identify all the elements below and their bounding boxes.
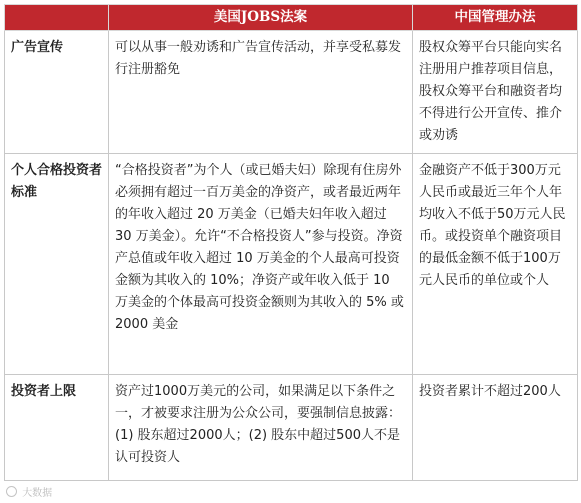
cell-cn-investor-limit: 投资者累计不超过200人 bbox=[413, 375, 578, 481]
table-row-qualified-investor bbox=[5, 154, 578, 375]
header-corner-cell bbox=[5, 5, 109, 31]
circle-logo-icon bbox=[6, 486, 17, 497]
comparison-table bbox=[4, 4, 578, 481]
header-us-jobs-act: 美国JOBS法案 bbox=[109, 5, 413, 31]
table-row-advertising bbox=[5, 31, 578, 154]
watermark bbox=[6, 484, 52, 499]
comparison-table-container bbox=[4, 4, 577, 481]
cell-us-investor-limit: 资产过1000万美元的公司，如果满足以下条件之一，才被要求注册为公众公司，要强制信息披露：(1) 股东超过2000人；(2) 股东中超过500人不是认可投资人 bbox=[109, 375, 413, 481]
cell-us-advertising: 可以从事一般劝诱和广告宣传活动，并享受私募发行注册豁免 bbox=[109, 31, 413, 154]
row-label-advertising: 广告宣传 bbox=[5, 31, 109, 154]
cell-cn-qualified-investor: 金融资产不低于300万元人民币或最近三年个人年均收入不低于50万元人民币。或投资单个融资项目的最低金额不低于100万元人民币的单位或个人 bbox=[413, 154, 578, 375]
row-label-investor-limit: 投资者上限 bbox=[5, 375, 109, 481]
watermark-text: 大数据 bbox=[22, 488, 53, 499]
header-row bbox=[5, 5, 578, 31]
cell-cn-advertising: 股权众筹平台只能向实名注册用户推荐项目信息，股权众筹平台和融资者均不得进行公开宣传、推介或劝诱 bbox=[413, 31, 578, 154]
header-china-measures: 中国管理办法 bbox=[413, 5, 578, 31]
row-label-qualified-investor: 个人合格投资者标准 bbox=[5, 154, 109, 375]
cell-us-qualified-investor: “合格投资者”为个人（或已婚夫妇）除现有住房外必须拥有超过一百万美金的净资产，或者最近两年的年收入超过 20 万美金（已婚夫妇年收入超过 30 万美金）。允许“不合格投资人”参与投资。净资产总值或年收入超过 10 万美金的个人最高可投资金额为其收入的 10%；净资产或年收入低于 10 万美金的个体最高可投资金额则为其收入的 5% 或 2000 美金 bbox=[109, 154, 413, 375]
table-row-investor-limit bbox=[5, 375, 578, 481]
